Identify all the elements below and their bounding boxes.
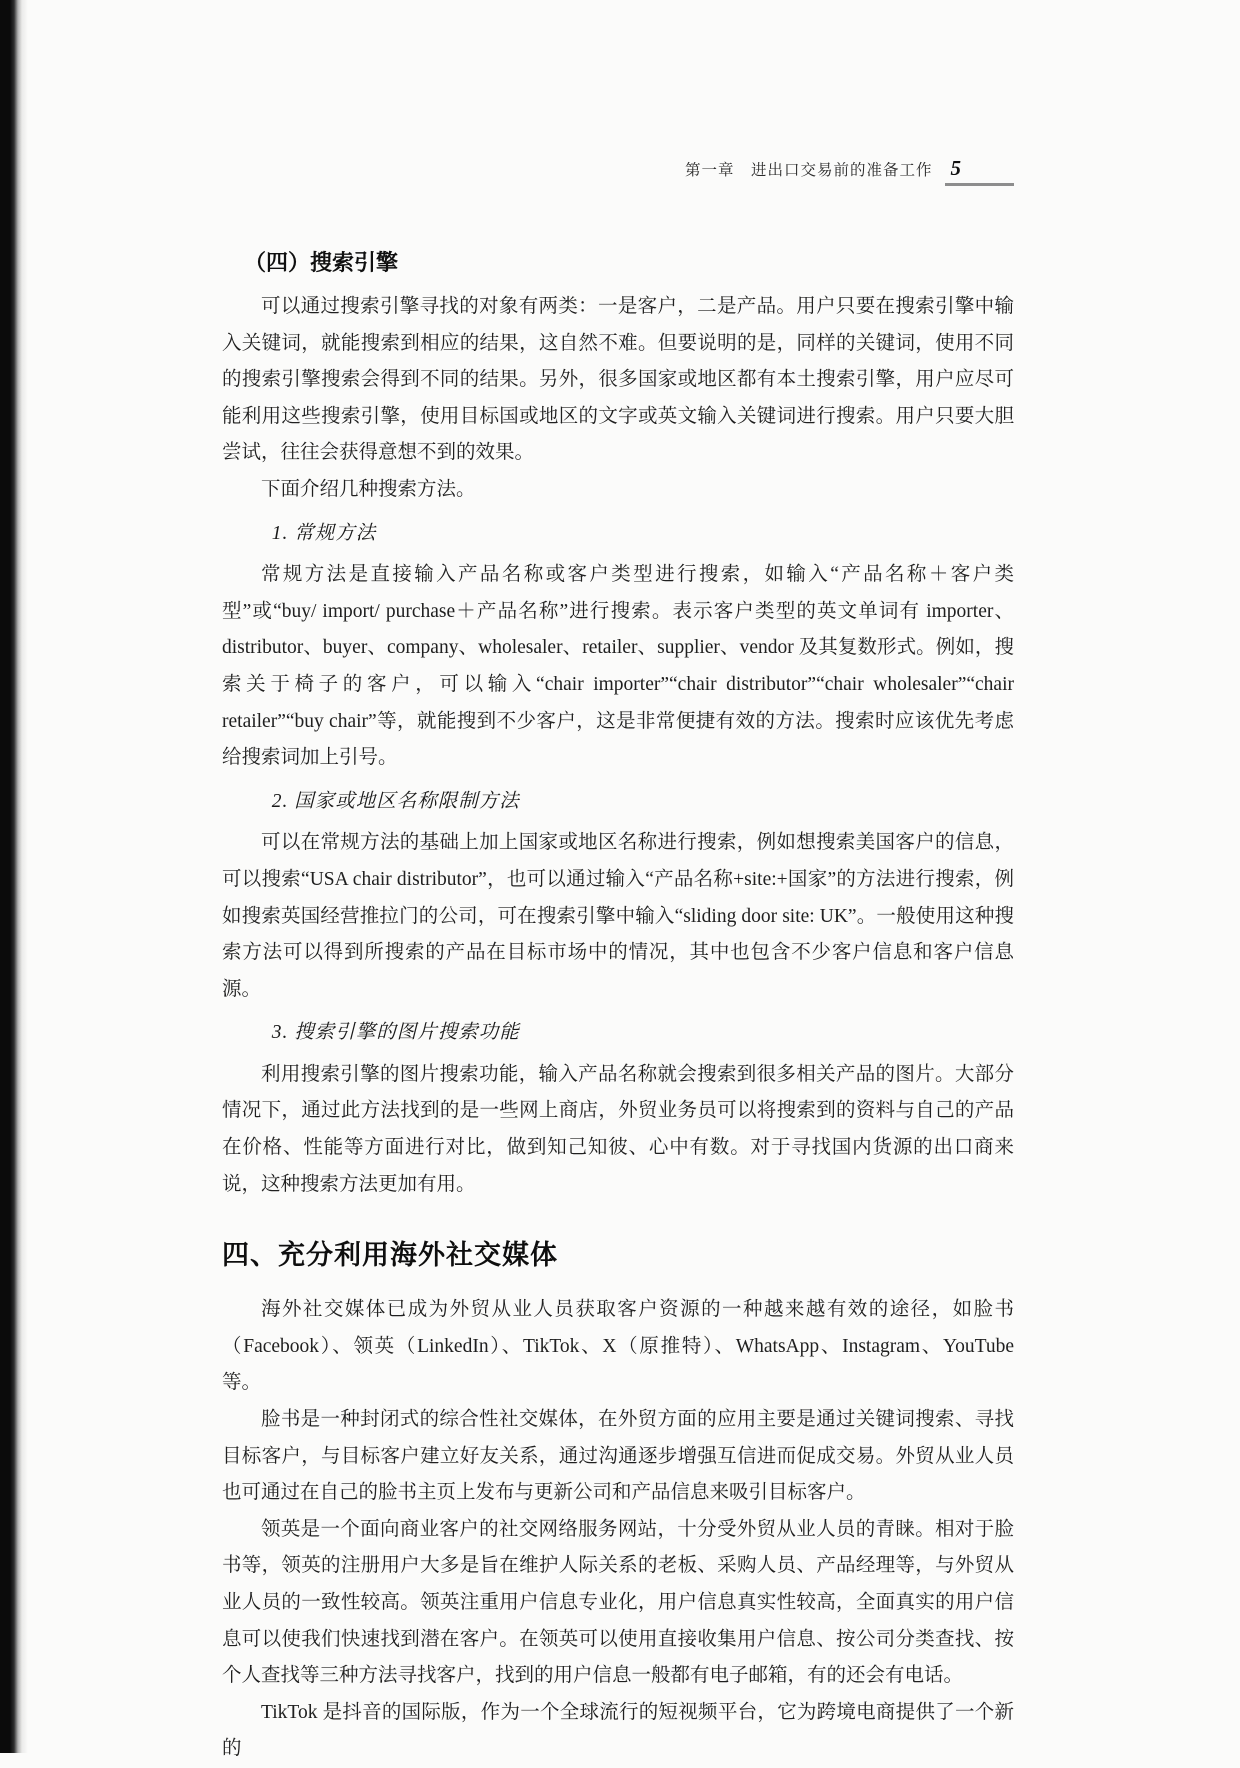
book-page <box>222 0 1014 1768</box>
paragraph: 利用搜索引擎的图片搜索功能，输入产品名称就会搜索到很多相关产品的图片。大部分情况下，通过此方法找到的是一些网上商店，外贸业务员可以将搜索到的资料与自己的产品在价格、性能等方面进行对比，做到知己知彼、心中有数。对于寻找国内货源的出口商来说，这种搜索方法更加有用。 <box>222 1063 1014 1195</box>
page-number: 5 <box>950 156 962 180</box>
paragraph: 可以通过搜索引擎寻找的对象有两类：一是客户，二是产品。用户只要在搜索引擎中输入关键词，就能搜索到相应的结果，这自然不难。但要说明的是，同样的关键词，使用不同的搜索引擎搜索会得到不同的结果。另外，很多国家或地区都有本土搜索引擎，用户应尽可能利用这些搜索引擎，使用目标国或地区的文字或英文输入关键词进行搜索。用户只要大胆尝试，往往会获得意想不到的效果。 <box>222 296 1014 464</box>
section-heading: 四、充分利用海外社交媒体 <box>222 1240 558 1271</box>
paragraph: 可以在常规方法的基础上加上国家或地区名称进行搜索，例如想搜索美国客户的信息，可以搜索“USA chair distributor”，也可以通过输入“产品名称+site:+国家”的方法进行搜索，例如搜索英国经营推拉门的公司，可在搜索引擎中输入“sliding door site: UK”。一般使用这种搜索方法可以得到所搜索的产品在目标市场中的情况，其中也包含不少客户信息和客户信息源。 <box>222 832 1014 1000</box>
paragraph: 脸书是一种封闭式的综合性社交媒体，在外贸方面的应用主要是通过关键词搜索、寻找目标客户，与目标客户建立好友关系，通过沟通逐步增强互信进而促成交易。外贸从业人员也可通过在自己的脸书主页上发布与更新公司和产品信息来吸引目标客户。 <box>222 1409 1014 1504</box>
paragraph: TikTok 是抖音的国际版，作为一个全球流行的短视频平台，它为跨境电商提供了一个新的 <box>222 1701 1014 1760</box>
method-2 <box>222 784 1014 1009</box>
section-search-engines <box>222 246 1014 1203</box>
method-1 <box>222 516 1014 777</box>
method-3 <box>222 1015 1014 1203</box>
paragraph: 领英是一个面向商业客户的社交网络服务网站，十分受外贸从业人员的青睐。相对于脸书等，领英的注册用户大多是旨在维护人际关系的老板、采购人员、产品经理等，与外贸从业人员的一致性较高。领英注重用户信息专业化，用户信息真实性较高，全面真实的用户信息可以使我们快速找到潜在客户。在领英可以使用直接收集用户信息、按公司分类查找、按个人查找等三种方法寻找客户，找到的用户信息一般都有电子邮箱，有的还会有电话。 <box>222 1518 1014 1687</box>
paragraph: 下面介绍几种搜索方法。 <box>261 478 476 500</box>
running-header <box>222 156 1014 186</box>
method-title: 3. 搜索引擎的图片搜索功能 <box>271 1022 520 1044</box>
page-number-rule <box>945 156 1015 186</box>
subsection-heading: （四）搜索引擎 <box>244 250 399 275</box>
section-social-media <box>222 1233 1014 1768</box>
paragraph: 海外社交媒体已成为外贸从业人员获取客户资源的一种越来越有效的途径，如脸书（Facebook）、领英（LinkedIn）、TikTok、X（原推特）、WhatsApp、Instagram、YouTube 等。 <box>222 1299 1014 1394</box>
method-title: 2. 国家或地区名称限制方法 <box>271 790 520 812</box>
paragraph: 常规方法是直接输入产品名称或客户类型进行搜索，如输入“产品名称＋客户类型”或“buy/ import/ purchase＋产品名称”进行搜索。表示客户类型的英文单词有 importer、distributor、buyer、company、wholesaler、retailer、supplier、vendor 及其复数形式。例如，搜索关于椅子的客户，可以输入“chair importer”“chair distributor”“chair wholesaler”“chair retailer”“buy chair”等，就能搜到不少客户，这是非常便捷有效的方法。搜索时应该优先考虑给搜索词加上引号。 <box>222 564 1014 769</box>
method-title: 1. 常规方法 <box>271 522 377 544</box>
book-spine-shadow <box>0 0 28 1753</box>
chapter-title: 第一章 进出口交易前的准备工作 <box>684 162 933 179</box>
